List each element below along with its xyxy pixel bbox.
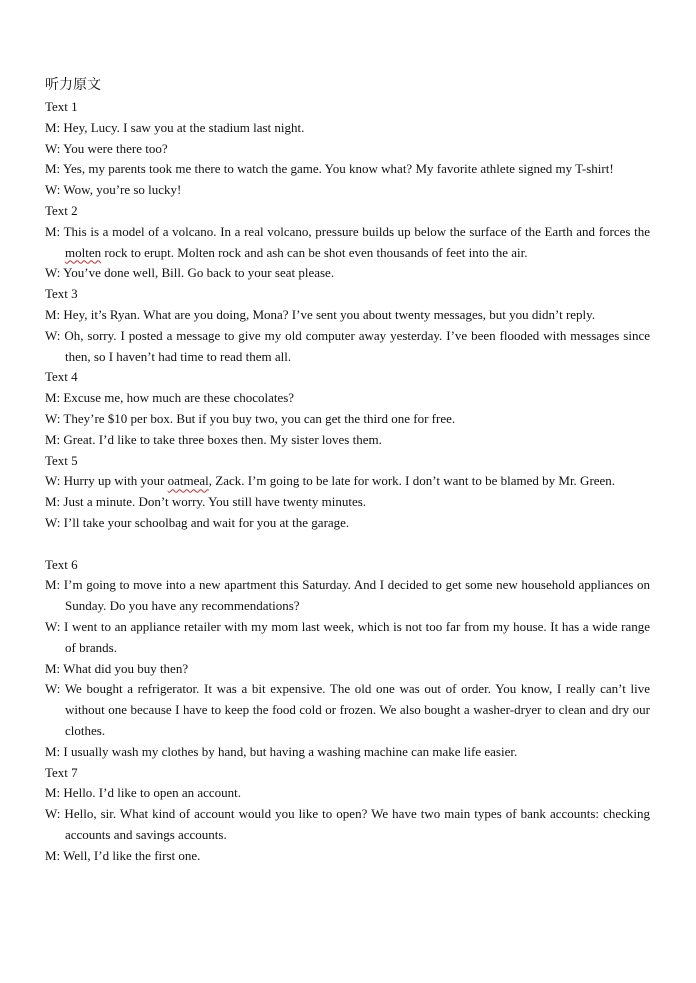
dialogue-line: M: Hey, Lucy. I saw you at the stadium last night. — [45, 119, 305, 135]
dialogue-line: M: Hello. I’d like to open an account. — [45, 785, 242, 801]
dialogue-line: M: Hey, it’s Ryan. What are you doing, Mona? I’ve sent you about twenty messages, but you didn’t reply. — [45, 306, 596, 322]
dialogue-line: M: Yes, my parents took me there to watch the game. You know what? My favorite athlete signed my T-shirt! — [45, 161, 614, 177]
dialogue-line: M: Great. I’d like to take three boxes then. My sister loves them. — [45, 431, 382, 447]
dialogue-line: W: We bought a refrigerator. It was a bit expensive. The old one was out of order. You know, I really can’t live without one because I have to keep the food cold or frozen. We also bought a washer-dryer to clean and dry our clothes. — [45, 681, 650, 738]
document-page — [45, 76, 650, 866]
text-label: Text 2 — [45, 202, 78, 218]
page-title: 听力原文 — [45, 78, 101, 93]
text-label: Text 3 — [45, 286, 78, 302]
spellcheck-underline: oatmeal — [167, 473, 209, 489]
dialogue-line: M: Excuse me, how much are these chocolates? — [45, 390, 295, 406]
dialogue-line: W: Hello, sir. What kind of account would you like to open? We have two main types of bank accounts: checking accounts and savings accounts. — [45, 806, 650, 842]
text-3-section — [45, 284, 650, 367]
text-1-section — [45, 97, 650, 201]
text-label: Text 7 — [45, 764, 78, 780]
spellcheck-underline: molten — [65, 244, 102, 260]
text-label: Text 6 — [45, 556, 78, 572]
dialogue-line: W: I went to an appliance retailer with my mom last week, which is not too far from my house. It has a wide range of brands. — [45, 618, 650, 655]
dialogue-line: W: Hurry up with your oatmeal, Zack. I’m going to be late for work. I don’t want to be blamed by Mr. Green. — [45, 473, 616, 489]
dialogue-line: W: I’ll take your schoolbag and wait for you at the garage. — [45, 514, 350, 530]
text-label: Text 5 — [45, 452, 78, 468]
dialogue-line: M: What did you buy then? — [45, 660, 189, 676]
text-2-section — [45, 201, 650, 284]
dialogue-line: W: Oh, sorry. I posted a message to give my old computer away yesterday. I’ve been flooded with messages since then, so I haven’t had time to read them all. — [45, 327, 650, 364]
dialogue-line: M: Well, I’d like the first one. — [45, 847, 201, 863]
dialogue-line: W: They’re $10 per box. But if you buy two, you can get the third one for free. — [45, 410, 456, 426]
dialogue-line: M: I’m going to move into a new apartment this Saturday. And I decided to get some new household appliances on Sunday. Do you have any recommendations? — [45, 577, 650, 614]
text-4-section — [45, 367, 650, 450]
text-5-section — [45, 451, 650, 534]
dialogue-line: W: You were there too? — [45, 140, 168, 156]
dialogue-line: W: Wow, you’re so lucky! — [45, 182, 182, 198]
dialogue-line: W: You’ve done well, Bill. Go back to your seat please. — [45, 265, 335, 281]
dialogue-line: M: I usually wash my clothes by hand, but having a washing machine can make life easier. — [45, 743, 518, 759]
dialogue-line: M: Just a minute. Don’t worry. You still have twenty minutes. — [45, 494, 367, 510]
text-6-section — [45, 555, 650, 763]
text-label: Text 4 — [45, 369, 78, 385]
text-label: Text 1 — [45, 99, 78, 114]
dialogue-line: M: This is a model of a volcano. In a real volcano, pressure builds up below the surface of the Earth and forces the molten rock to erupt. Molten rock and ash can be shot even thousands of feet into the air. — [45, 223, 650, 260]
blank-line — [45, 534, 650, 555]
text-7-section — [45, 763, 650, 867]
